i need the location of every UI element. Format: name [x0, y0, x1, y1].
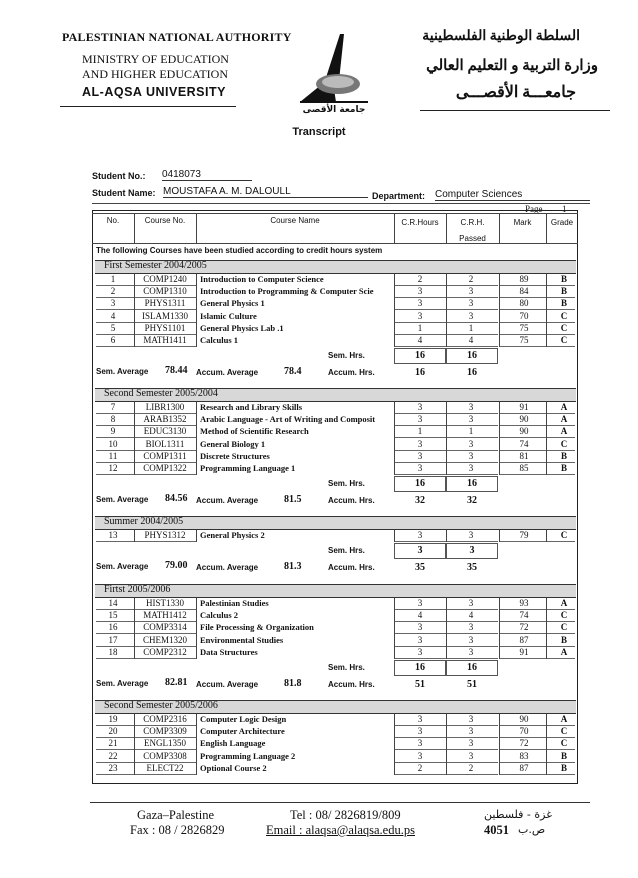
- university-logo-icon: [292, 32, 376, 114]
- course-name: Data Structures: [200, 646, 258, 657]
- table-top-rule: [92, 203, 590, 204]
- column-rule: [546, 530, 547, 542]
- course-code: EDUC3130: [143, 426, 187, 437]
- course-mark: 87: [519, 762, 529, 773]
- student-name-value: MOUSTAFA A. M. DALOULL: [163, 186, 368, 198]
- course-crh-passed: 4: [468, 610, 474, 621]
- col-course-no: Course No.: [144, 216, 186, 225]
- course-mark: 90: [519, 426, 529, 437]
- footer-city-ar: غزة - فلسطين: [484, 808, 552, 821]
- course-crh-passed: 3: [468, 726, 474, 737]
- course-mark: 74: [519, 438, 529, 449]
- course-grade: B: [560, 274, 567, 284]
- column-rule: [546, 598, 547, 659]
- course-index: 22: [108, 750, 118, 761]
- course-index: 13: [108, 530, 118, 540]
- course-code: COMP3309: [143, 726, 187, 737]
- column-rule: [446, 530, 447, 542]
- course-name: Islamic Culture: [200, 310, 257, 321]
- sem-hrs-crh: 16: [467, 662, 477, 673]
- course-crh-passed: 3: [468, 298, 474, 309]
- course-code: COMP2316: [143, 714, 187, 724]
- sem-average-label: Sem. Average: [96, 562, 149, 572]
- course-mark: 74: [519, 610, 529, 621]
- accum-hrs-cr: 32: [415, 495, 425, 507]
- course-name: File Processing & Organization: [200, 622, 314, 633]
- course-mark: 84: [519, 286, 529, 297]
- course-cr-hours: 3: [417, 310, 423, 321]
- course-cr-hours: 3: [417, 463, 423, 473]
- course-name: General Physics Lab .1: [200, 322, 284, 333]
- sem-average-label: Sem. Average: [96, 367, 149, 377]
- column-rule: [446, 274, 447, 347]
- course-crh-passed: 3: [468, 286, 474, 297]
- course-grade: B: [560, 762, 567, 773]
- course-mark: 70: [519, 726, 529, 737]
- footer-city: Gaza–Palestine: [137, 808, 215, 822]
- row-grid: [499, 658, 575, 659]
- course-code: PHYS1311: [144, 298, 186, 309]
- accum-average-label: Accum. Average: [196, 563, 259, 573]
- course-grade: A: [560, 426, 568, 437]
- course-grade: C: [560, 310, 568, 321]
- semester-title: Firtst 2005/2006: [104, 584, 171, 595]
- course-mark: 93: [519, 598, 529, 608]
- course-mark: 91: [519, 646, 529, 657]
- column-rule: [546, 714, 547, 775]
- course-grade: C: [560, 726, 568, 737]
- row-grid: [96, 658, 196, 659]
- course-grade: B: [560, 286, 567, 297]
- course-cr-hours: 4: [417, 610, 423, 621]
- course-grade: C: [560, 530, 568, 540]
- course-code: PHYS1312: [144, 530, 186, 540]
- student-no-value: 0418073: [162, 169, 252, 181]
- course-index: 2: [110, 286, 116, 297]
- course-grade: A: [560, 414, 568, 425]
- course-index: 8: [110, 414, 116, 425]
- row-grid: [96, 346, 196, 347]
- sem-average-value: 79.00: [165, 560, 188, 572]
- course-cr-hours: 3: [417, 450, 423, 461]
- column-rule: [499, 530, 500, 542]
- column-rule: [134, 274, 135, 347]
- course-cr-hours: 3: [417, 402, 423, 412]
- course-code: LIBR1300: [145, 402, 185, 412]
- course-crh-passed: 1: [468, 322, 474, 333]
- course-cr-hours: 3: [417, 298, 423, 309]
- semester-title: Second Semester 2005/2004: [104, 388, 218, 399]
- header-rule-left: [60, 106, 236, 107]
- sem-hrs-cr: 3: [417, 545, 423, 557]
- credit-system-notice: The following Courses have been studied according to credit hours system: [96, 246, 383, 255]
- course-grade: C: [560, 738, 568, 749]
- accum-average-value: 81.3: [284, 561, 302, 573]
- course-index: 7: [110, 402, 116, 412]
- course-code: MATH1411: [143, 335, 187, 345]
- sem-hrs-label: Sem. Hrs.: [328, 479, 365, 489]
- sem-average-value: 84.56: [165, 493, 188, 505]
- column-rule: [196, 714, 197, 775]
- course-code: ISLAM1330: [141, 310, 188, 321]
- course-crh-passed: 3: [468, 310, 474, 321]
- course-cr-hours: 3: [417, 750, 423, 761]
- col-grade: Grade: [550, 218, 574, 227]
- course-index: 1: [110, 274, 116, 284]
- course-crh-passed: 4: [468, 335, 474, 345]
- sem-hrs-label: Sem. Hrs.: [328, 663, 365, 672]
- column-rule: [499, 402, 500, 475]
- course-code: MATH1412: [143, 610, 187, 621]
- column-rule: [134, 598, 135, 659]
- footer-email[interactable]: Email : alaqsa@alaqsa.edu.ps: [266, 823, 415, 837]
- column-rule: [394, 714, 395, 775]
- course-name: Computer Architecture: [200, 726, 285, 737]
- col-passed: Passed: [459, 234, 486, 243]
- course-crh-passed: 3: [468, 438, 474, 449]
- row-grid: [96, 474, 196, 475]
- row-grid: [499, 774, 575, 775]
- course-grade: B: [560, 634, 567, 645]
- course-index: 4: [110, 310, 116, 321]
- sem-hrs-crh: 16: [467, 350, 477, 362]
- accum-hrs-label: Accum. Hrs.: [328, 563, 375, 573]
- row-grid: [96, 774, 196, 775]
- sem-hrs-cr: 16: [415, 350, 425, 362]
- footer-fax: Fax : 08 / 2826829: [130, 823, 225, 837]
- accum-hrs-crh: 35: [467, 562, 477, 574]
- student-no-label: Student No.:: [92, 171, 146, 181]
- footer-po-label: ص.ب: [518, 823, 546, 836]
- course-cr-hours: 3: [417, 286, 423, 297]
- course-mark: 72: [519, 738, 529, 749]
- column-rule: [499, 598, 500, 659]
- course-cr-hours: 3: [417, 646, 423, 657]
- course-crh-passed: 3: [468, 622, 474, 633]
- course-cr-hours: 2: [417, 762, 423, 773]
- sem-hrs-cr: 16: [415, 662, 425, 673]
- department-value: Computer Sciences: [435, 189, 590, 201]
- course-crh-passed: 3: [468, 414, 474, 425]
- course-code: BIOL1311: [145, 438, 185, 449]
- course-crh-passed: 3: [468, 463, 474, 473]
- course-cr-hours: 3: [417, 714, 423, 724]
- course-crh-passed: 3: [468, 738, 474, 749]
- course-name: Programming Language 2: [200, 750, 296, 761]
- course-code: HIST1330: [146, 598, 184, 608]
- footer-tel: Tel : 08/ 2826819/809: [290, 808, 401, 822]
- column-rule: [394, 274, 395, 347]
- column-rule: [134, 402, 135, 475]
- semester-title: Second Semester 2005/2006: [104, 700, 218, 711]
- course-name: Introduction to Programming & Computer Scie: [200, 286, 374, 297]
- university-name-ar: جامعـــة الأقصـــى: [455, 84, 576, 101]
- course-name: English Language: [200, 738, 266, 749]
- course-grade: A: [560, 402, 568, 412]
- column-rule: [446, 714, 447, 775]
- course-mark: 80: [519, 298, 529, 309]
- department-label: Department:: [372, 191, 426, 201]
- course-code: CHEM1320: [142, 634, 187, 645]
- university-name-en: AL-AQSA UNIVERSITY: [82, 85, 226, 99]
- course-index: 12: [108, 463, 118, 473]
- accum-average-value: 78.4: [284, 366, 302, 378]
- ministry-name-en: [82, 52, 229, 82]
- course-grade: B: [560, 450, 567, 461]
- course-cr-hours: 4: [417, 335, 423, 345]
- course-mark: 72: [519, 622, 529, 633]
- course-crh-passed: 3: [468, 646, 474, 657]
- course-code: PHYS1101: [144, 322, 186, 333]
- header-rule-right: [420, 110, 610, 111]
- course-mark: 83: [519, 750, 529, 761]
- course-index: 6: [110, 335, 116, 345]
- accum-hrs-cr: 35: [415, 562, 425, 574]
- course-mark: 81: [519, 450, 529, 461]
- course-mark: 85: [519, 463, 529, 473]
- course-cr-hours: 2: [417, 274, 423, 284]
- accum-average-value: 81.8: [284, 678, 302, 689]
- course-index: 11: [108, 450, 118, 461]
- course-crh-passed: 1: [468, 426, 474, 437]
- row-grid: [499, 346, 575, 347]
- column-rule: [134, 714, 135, 775]
- course-crh-passed: 3: [468, 634, 474, 645]
- course-index: 16: [108, 622, 118, 633]
- semester-title: First Semester 2004/2005: [104, 260, 207, 271]
- course-mark: 79: [519, 530, 529, 540]
- course-grade: C: [560, 610, 568, 621]
- course-code: COMP1311: [143, 450, 187, 461]
- course-crh-passed: 3: [468, 714, 474, 724]
- course-index: 17: [108, 634, 118, 645]
- course-index: 23: [108, 762, 118, 773]
- course-grade: B: [560, 463, 567, 473]
- sem-average-value: 78.44: [165, 365, 188, 377]
- course-name: General Physics 2: [200, 530, 265, 540]
- column-rule: [546, 402, 547, 475]
- accum-hrs-cr: 16: [415, 367, 425, 379]
- course-cr-hours: 3: [417, 634, 423, 645]
- course-name: Method of Scientific Research: [200, 426, 309, 437]
- row-grid: [96, 541, 196, 542]
- course-cr-hours: 3: [417, 414, 423, 425]
- course-code: COMP3308: [143, 750, 187, 761]
- course-crh-passed: 3: [468, 750, 474, 761]
- course-index: 15: [108, 610, 118, 621]
- course-code: COMP2312: [143, 646, 187, 657]
- accum-hrs-crh: 16: [467, 367, 477, 379]
- authority-name-ar: السلطة الوطنية الفلسطينية: [422, 29, 580, 44]
- course-name: Computer Logic Design: [200, 714, 287, 724]
- course-code: ENGL1350: [144, 738, 186, 749]
- row-grid: [499, 541, 575, 542]
- ministry-line2: AND HIGHER EDUCATION: [82, 67, 228, 81]
- page-title: Transcript: [292, 126, 346, 138]
- course-cr-hours: 1: [417, 322, 423, 333]
- course-index: 20: [108, 726, 118, 737]
- course-name: General Biology 1: [200, 438, 266, 449]
- course-cr-hours: 3: [417, 598, 423, 608]
- course-name: Programming Language 1: [200, 463, 296, 473]
- course-code: COMP1240: [143, 274, 187, 284]
- course-index: 9: [110, 426, 116, 437]
- page-number: 1: [562, 204, 567, 214]
- course-cr-hours: 3: [417, 726, 423, 737]
- column-rule: [196, 598, 197, 659]
- sem-average-value: 82.81: [165, 677, 188, 688]
- course-mark: 70: [519, 310, 529, 321]
- column-rule: [446, 598, 447, 659]
- course-grade: B: [560, 750, 567, 761]
- course-grade: C: [560, 335, 568, 345]
- accum-hrs-label: Accum. Hrs.: [328, 496, 375, 506]
- course-index: 3: [110, 298, 116, 309]
- ministry-name-ar: وزارة التربية و التعليم العالي: [426, 58, 598, 74]
- accum-hrs-crh: 32: [467, 495, 477, 507]
- course-index: 10: [108, 438, 118, 449]
- column-rule: [394, 402, 395, 475]
- course-name: Research and Library Skills: [200, 402, 303, 412]
- course-cr-hours: 3: [417, 438, 423, 449]
- accum-average-label: Accum. Average: [196, 496, 259, 506]
- sem-hrs-label: Sem. Hrs.: [328, 351, 365, 361]
- course-mark: 87: [519, 634, 529, 645]
- col-cr-hours: C.R.Hours: [401, 218, 439, 227]
- column-rule: [394, 598, 395, 659]
- footer-po-box: 4051: [484, 823, 509, 837]
- course-code: COMP1310: [143, 286, 187, 297]
- accum-average-value: 81.5: [284, 494, 302, 506]
- column-rule: [394, 530, 395, 542]
- logo-text: جامعة الأقصى: [302, 105, 366, 114]
- course-mark: 89: [519, 274, 529, 284]
- course-mark: 75: [519, 322, 529, 333]
- page-label: Page: [525, 204, 543, 214]
- column-rule: [499, 274, 500, 347]
- student-name-label: Student Name:: [92, 188, 156, 198]
- course-crh-passed: 3: [468, 402, 474, 412]
- course-code: ARAB1352: [143, 414, 187, 425]
- course-name: Palestinian Studies: [200, 598, 269, 608]
- accum-average-label: Accum. Average: [196, 680, 259, 689]
- course-name: Environmental Studies: [200, 634, 284, 645]
- course-cr-hours: 1: [417, 426, 423, 437]
- course-name: Arabic Language - Art of Writing and Composit: [200, 414, 376, 425]
- sem-hrs-label: Sem. Hrs.: [328, 546, 365, 556]
- course-mark: 75: [519, 335, 529, 345]
- course-grade: A: [560, 714, 568, 724]
- course-index: 5: [110, 322, 116, 333]
- course-mark: 90: [519, 714, 529, 724]
- col-course-name: Course Name: [270, 216, 320, 225]
- footer-rule: [90, 802, 590, 803]
- course-name: Calculus 1: [200, 335, 239, 345]
- sem-hrs-cr: 16: [415, 478, 425, 490]
- course-grade: A: [560, 646, 568, 657]
- course-name: Calculus 2: [200, 610, 239, 621]
- column-rule: [196, 274, 197, 347]
- col-crh: C.R.H.: [460, 218, 485, 227]
- column-rule: [499, 714, 500, 775]
- column-rule: [134, 530, 135, 542]
- course-grade: B: [560, 298, 567, 309]
- course-crh-passed: 2: [468, 762, 474, 773]
- course-code: COMP1322: [143, 463, 187, 473]
- course-name: Optional Course 2: [200, 762, 267, 773]
- course-name: Discrete Structures: [200, 450, 270, 461]
- course-cr-hours: 3: [417, 530, 423, 540]
- column-rule: [196, 402, 197, 475]
- course-cr-hours: 3: [417, 738, 423, 749]
- course-crh-passed: 3: [468, 598, 474, 608]
- course-crh-passed: 3: [468, 530, 474, 540]
- authority-name-en: PALESTINIAN NATIONAL AUTHORITY: [62, 30, 292, 44]
- course-mark: 91: [519, 402, 529, 412]
- course-name: General Physics 1: [200, 298, 265, 309]
- semester-title: Summer 2004/2005: [104, 516, 184, 527]
- course-grade: C: [560, 322, 568, 333]
- sem-average-label: Sem. Average: [96, 495, 149, 505]
- sem-hrs-crh: 3: [469, 545, 475, 557]
- accum-hrs-label: Accum. Hrs.: [328, 680, 375, 689]
- course-name: Introduction to Computer Science: [200, 274, 324, 284]
- course-index: 14: [108, 598, 118, 608]
- column-rule: [546, 274, 547, 347]
- col-mark: Mark: [513, 218, 532, 227]
- accum-hrs-cr: 51: [415, 679, 425, 690]
- accum-average-label: Accum. Average: [196, 368, 259, 378]
- course-grade: C: [560, 438, 568, 449]
- course-crh-passed: 3: [468, 450, 474, 461]
- col-no: No.: [106, 216, 120, 225]
- course-grade: C: [560, 622, 568, 633]
- column-rule: [446, 402, 447, 475]
- course-grade: A: [560, 598, 568, 608]
- course-index: 21: [108, 738, 118, 749]
- course-code: ELECT22: [146, 762, 184, 773]
- ministry-line1: MINISTRY OF EDUCATION: [82, 52, 229, 66]
- sem-hrs-crh: 16: [467, 478, 477, 490]
- row-grid: [499, 474, 575, 475]
- accum-hrs-label: Accum. Hrs.: [328, 368, 375, 378]
- sem-average-label: Sem. Average: [96, 679, 149, 688]
- course-crh-passed: 2: [468, 274, 474, 284]
- accum-hrs-crh: 51: [467, 679, 477, 690]
- course-index: 19: [108, 714, 118, 724]
- column-rule: [196, 530, 197, 542]
- course-mark: 90: [519, 414, 529, 425]
- course-code: COMP3314: [143, 622, 187, 633]
- course-index: 18: [108, 646, 118, 657]
- course-cr-hours: 3: [417, 622, 423, 633]
